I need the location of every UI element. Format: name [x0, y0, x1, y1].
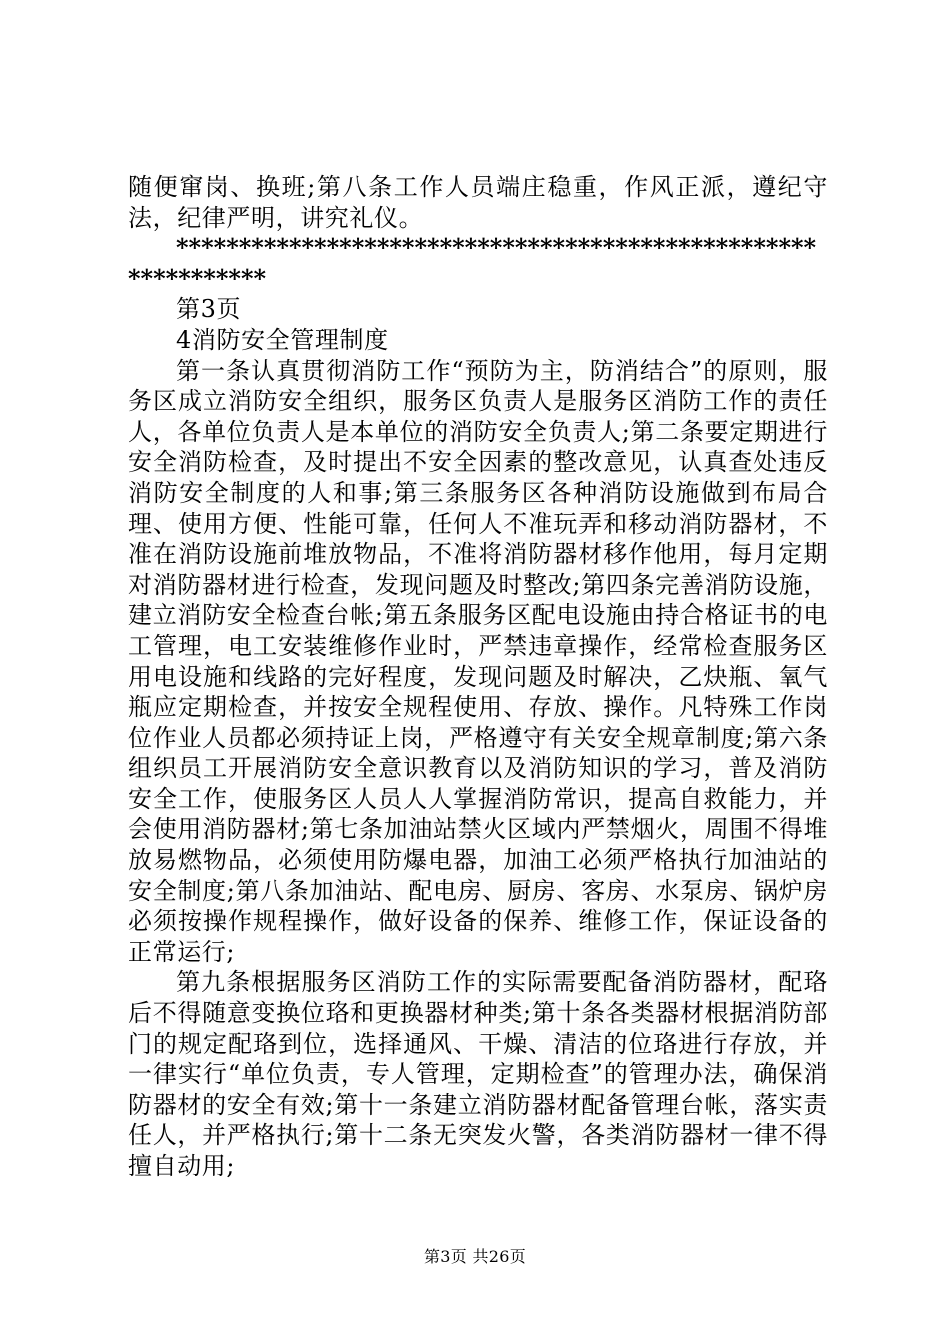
- page-footer: 第3页 共26页: [423, 1247, 527, 1266]
- section-heading: 4消防安全管理制度: [176, 325, 389, 354]
- separator-stars: **************************************************************: [128, 233, 817, 293]
- paragraph-continuation: 随便窜岗、换班;第八条工作人员端庄稳重，作风正派，遵纪守法，纪律严明，讲究礼仪。: [128, 173, 828, 232]
- inline-page-marker: 第3页: [176, 295, 242, 324]
- document-body: [128, 172, 828, 1182]
- paragraph-fire-safety-rules: 第一条认真贯彻消防工作“预防为主，防消结合”的原则，服务区成立消防安全组织，服务区负责人是服务区消防工作的责任人，各单位负责人是本单位的消防安全负责人;第二条要定期进行安全消防检查，及时提出不安全因素的整改意见，认真查处违反消防安全制度的人和事;第三条服务区各种消防设施做到布局合理、使用方便、性能可靠，任何人不准玩弄和移动消防器材，不准在消防设施前堆放物品，不准将消防器材移作他用，每月定期对消防器材进行检查，发现问题及时整改;第四条完善消防设施，建立消防安全检查台帐;第五条服务区配电设施由持合格证书的电工管理，电工安装维修作业时，严禁违章操作，经常检查服务区用电设施和线路的完好程度，发现问题及时解决，乙炔瓶、氧气瓶应定期检查，并按安全规程使用、存放、操作。凡特殊工作岗位作业人员都必须持证上岗，严格遵守有关安全规章制度;第六条组织员工开展消防安全意识教育以及消防知识的学习，普及消防安全工作，使服务区人员人人掌握消防常识，提高自救能力，并会使用消防器材;第七条加油站禁火区域内严禁烟火，周围不得堆放易燃物品，必须使用防爆电器，加油工必须严格执行加油站的安全制度;第八条加油站、配电房、厨房、客房、水泵房、锅炉房必须按操作规程操作，做好设备的保养、维修工作，保证设备的正常运行;: [128, 356, 828, 966]
- paragraph-fire-equipment-rules: 第九条根据服务区消防工作的实际需要配备消防器材，配珞后不得随意变换位珞和更换器材种类;第十条各类器材根据消防部门的规定配珞到位，选择通风、干燥、清洁的位珞进行存放，并一律实行“单位负责，专人管理，定期检查”的管理办法，确保消防器材的安全有效;第十一条建立消防器材配备管理台帐，落实责任人，并严格执行;第十二条无突发火警，各类消防器材一律不得擅自动用;: [128, 968, 828, 1180]
